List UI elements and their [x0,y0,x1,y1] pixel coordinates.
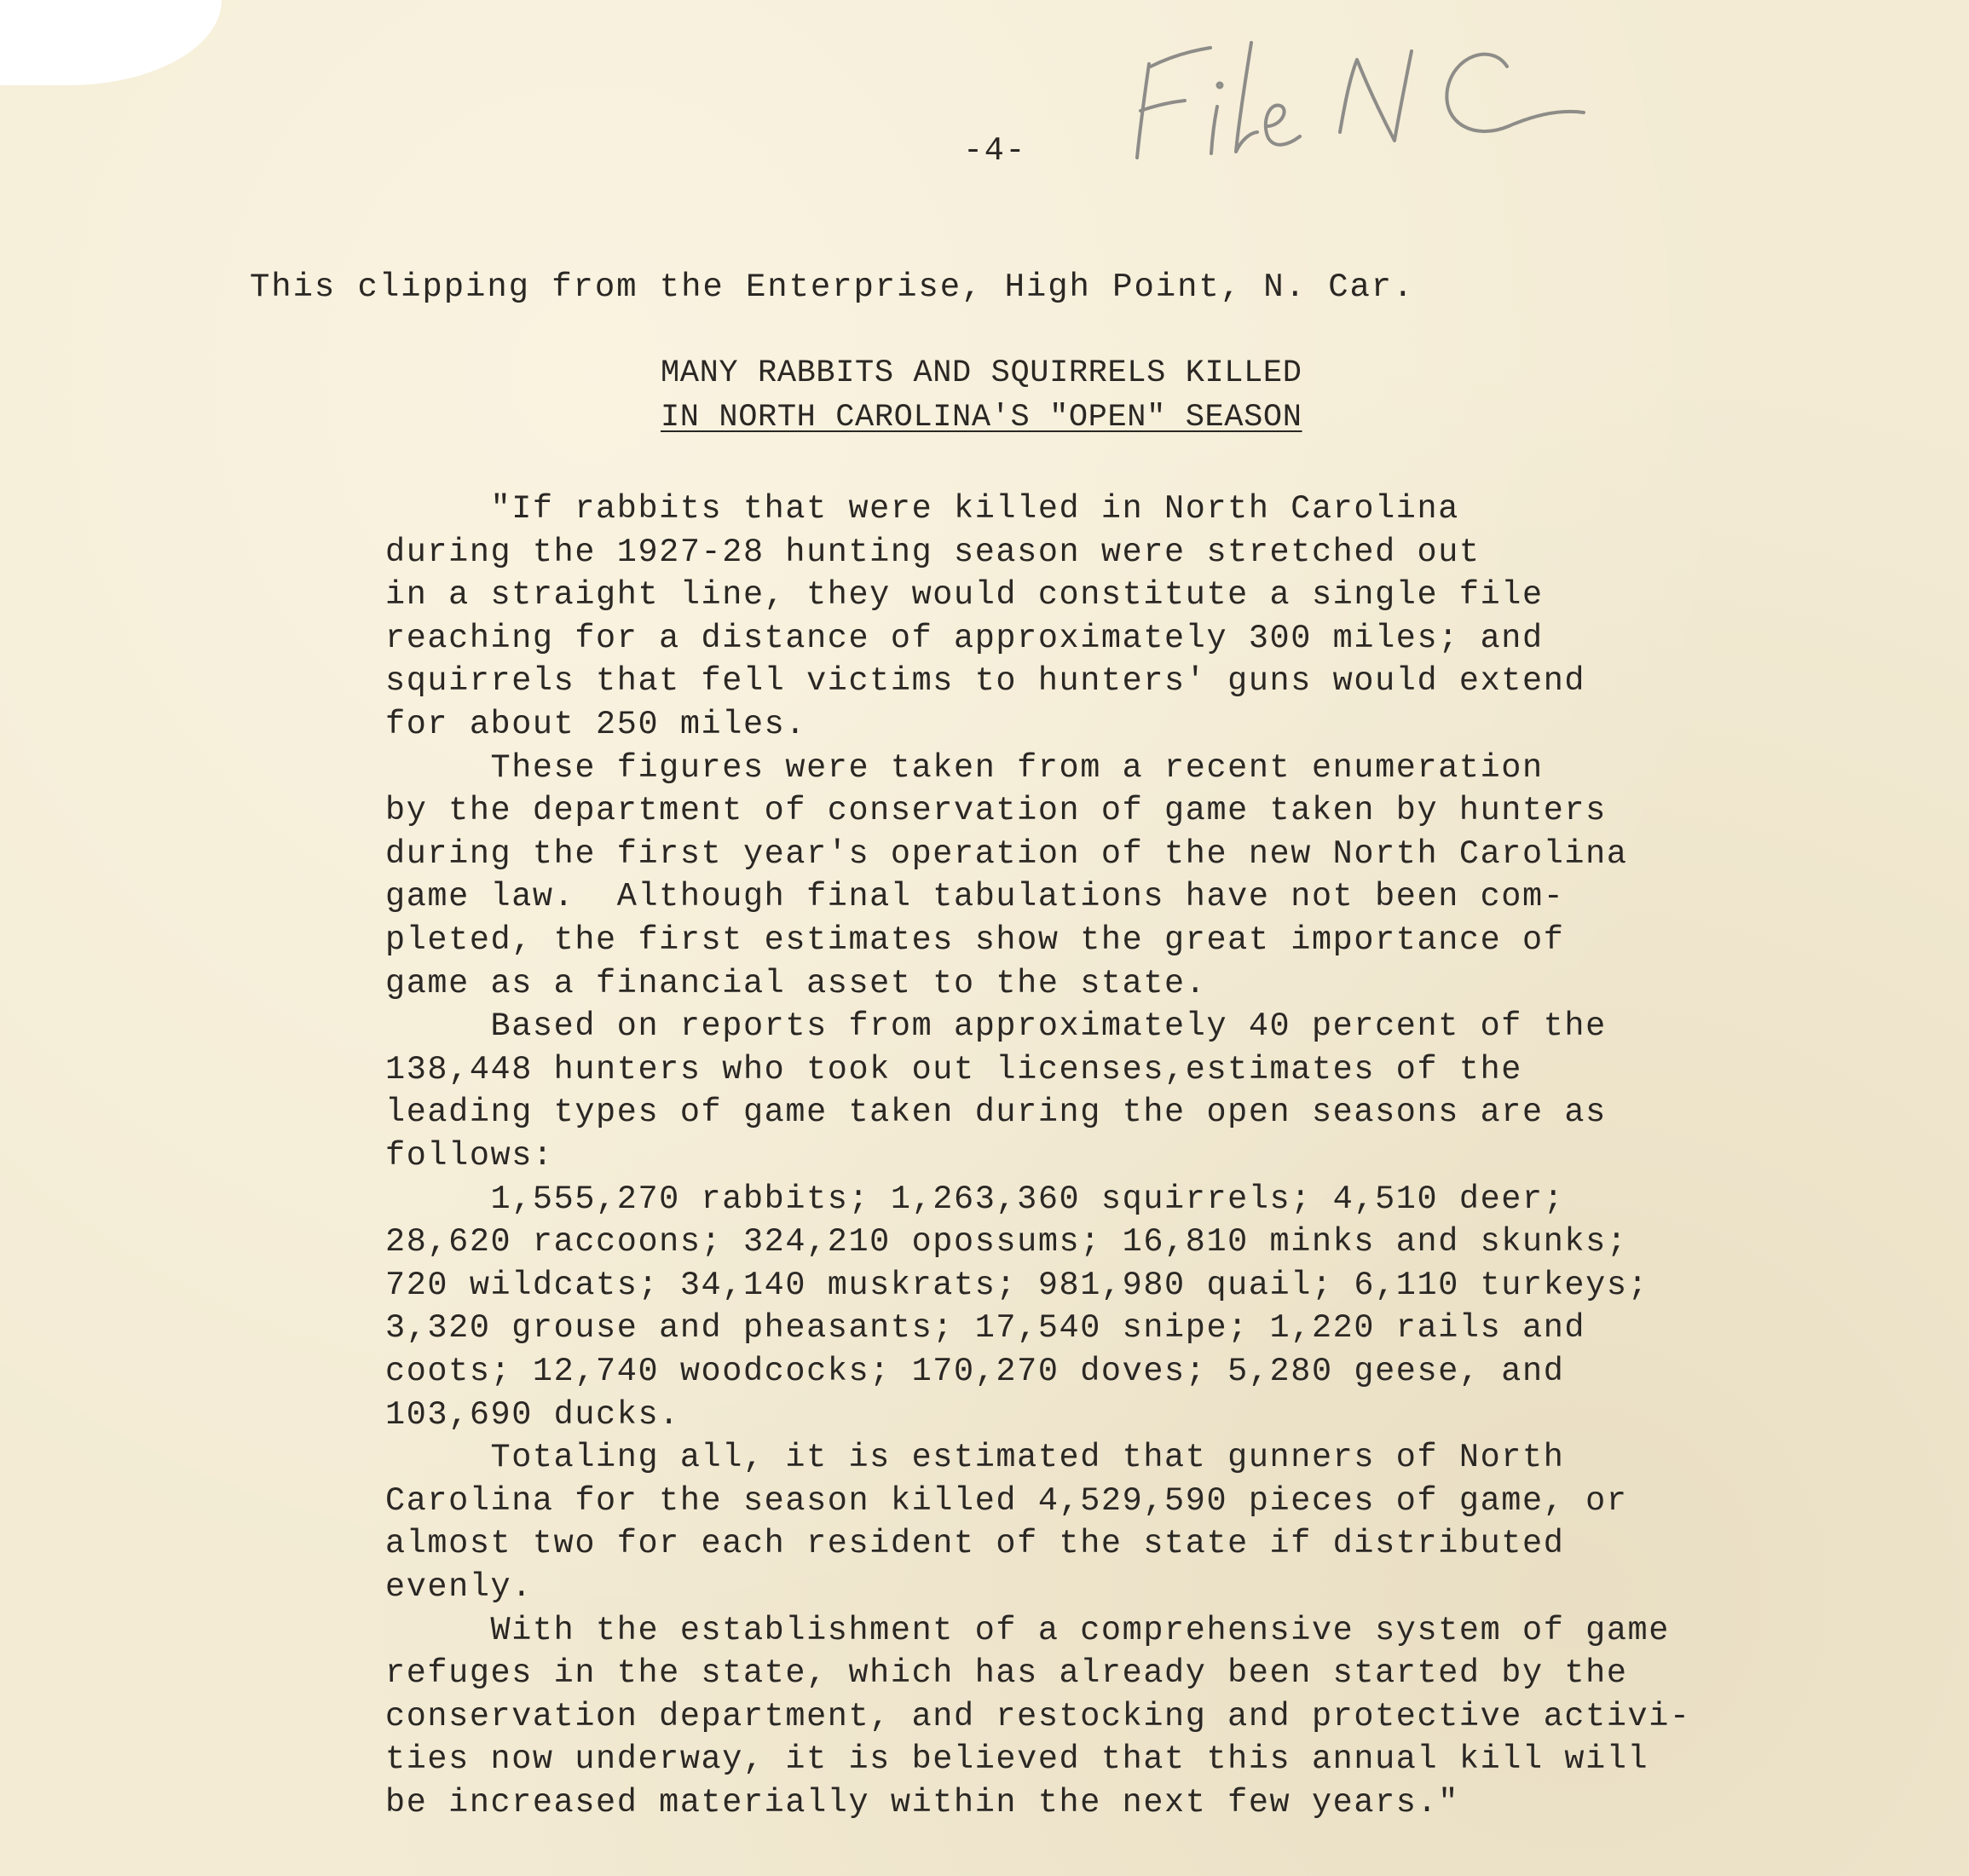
body-line: Carolina for the season killed 4,529,590 pieces of game, or [385,1481,1628,1520]
page-number: -4- [963,132,1027,170]
headline-line-2: IN NORTH CAROLINA'S "OPEN" SEASON [661,400,1302,436]
body-line: follows: [385,1137,554,1175]
body-line: 28,620 raccoons; 324,210 opossums; 16,810 minks and skunks; [385,1223,1628,1261]
body-line: squirrels that fell victims to hunters' guns would extend [385,662,1586,701]
body-line: refuges in the state, which has already been started by the [385,1654,1628,1693]
body-line: 3,320 grouse and pheasants; 17,540 snipe; 1,220 rails and [385,1309,1586,1348]
body-line: evenly. [385,1568,533,1606]
body-line: ties now underway, it is believed that this annual kill will [385,1740,1649,1779]
body-line: game law. Although final tabulations have not been com- [385,878,1565,916]
body-line: conservation department, and restocking and protective activi- [385,1697,1691,1735]
body-line: Totaling all, it is estimated that gunners of North [385,1439,1565,1477]
body-line: almost two for each resident of the state if distributed [385,1525,1565,1563]
body-line: for about 250 miles. [385,706,807,743]
body-line: 138,448 hunters who took out licenses,estimates of the [385,1050,1523,1088]
handwritten-annotation [1117,17,1594,179]
body-line: pleted, the first estimates show the great importance of [385,921,1565,959]
body-line: by the department of conservation of game taken by hunters [385,792,1607,830]
body-line: coots; 12,740 woodcocks; 170,270 doves; 5,280 geese, and [385,1353,1565,1390]
body-line: game as a financial asset to the state. [385,964,1207,1002]
body-line: These figures were taken from a recent enumeration [385,748,1544,787]
body-line: "If rabbits that were killed in North Carolina [385,490,1459,528]
body-line: be increased materially within the next few years." [385,1784,1459,1821]
body-line: With the establishment of a comprehensive system of game [385,1611,1670,1649]
body-line: during the 1927-28 hunting season were stretched out [385,533,1481,571]
body-line: Based on reports from approximately 40 percent of the [385,1007,1607,1046]
body-line: leading types of game taken during the open seasons are as [385,1094,1607,1132]
torn-paper-corner [0,0,222,85]
handwritten-file-nc-icon [1117,17,1594,179]
body-line: 720 wildcats; 34,140 muskrats; 981,980 quail; 6,110 turkeys; [385,1266,1649,1304]
body-line: during the first year's operation of the new North Carolina [385,834,1628,873]
clipping-source-line: This clipping from the Enterprise, High Point, N. Car. [250,268,1415,306]
body-line: reaching for a distance of approximately 300 miles; and [385,619,1544,657]
body-line: in a straight line, they would constitute a single file [385,576,1544,615]
body-line: 1,555,270 rabbits; 1,263,360 squirrels; 4,510 deer; [385,1180,1565,1218]
body-line: 103,690 ducks. [385,1395,680,1434]
headline-line-1: MANY RABBITS AND SQUIRRELS KILLED [661,355,1302,391]
